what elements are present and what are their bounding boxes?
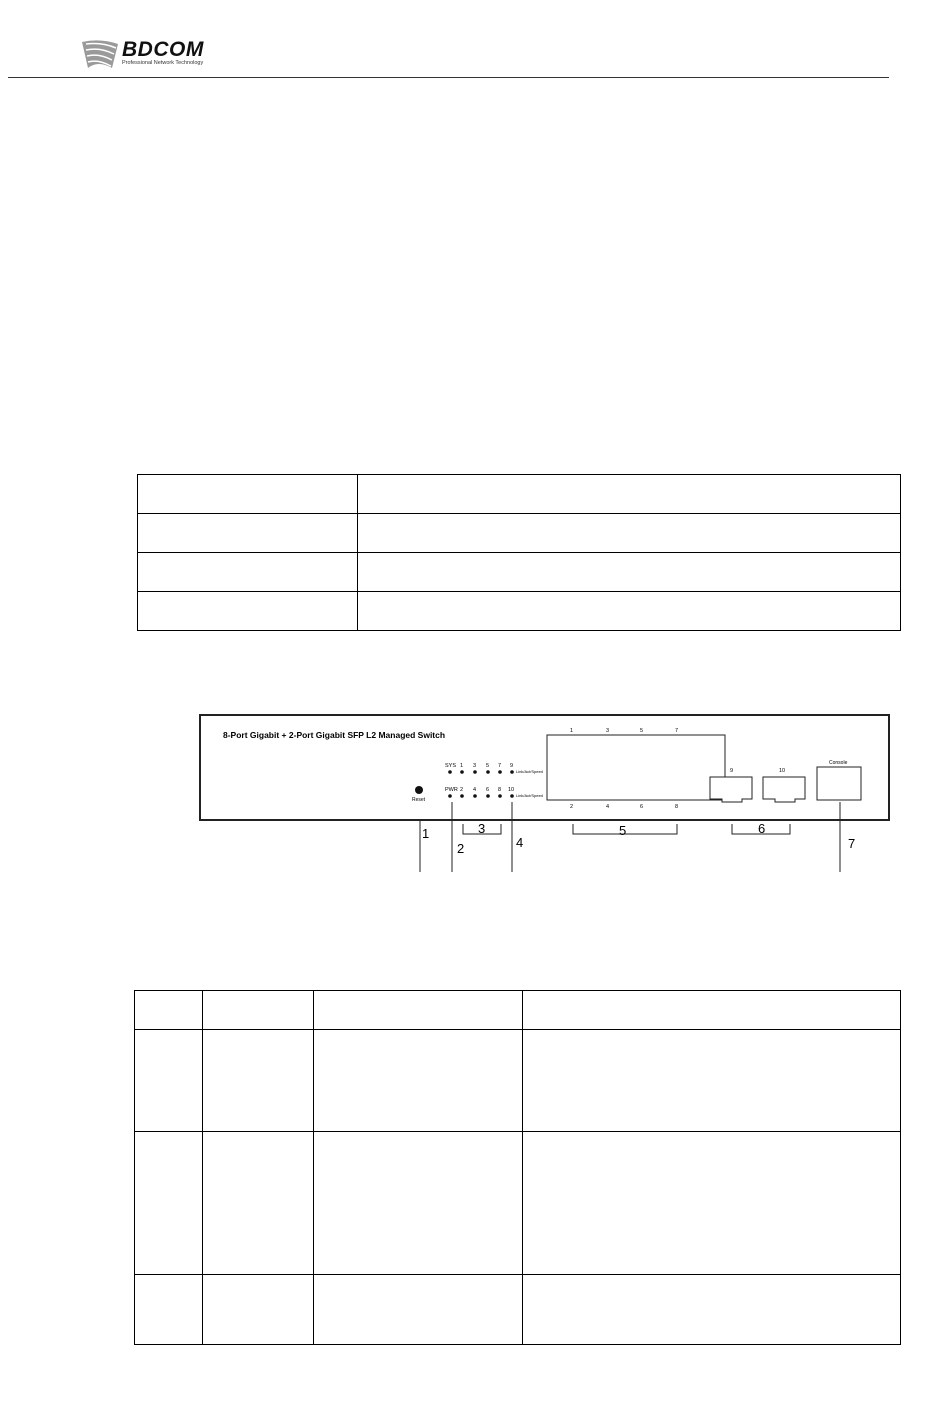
table-cell: [135, 991, 203, 1030]
link-act-speed-label-bottom: Link/Act/Speed: [516, 793, 543, 798]
port-led-icon: [510, 770, 514, 774]
table-cell: [358, 475, 901, 514]
front-panel-diagram: [196, 710, 896, 890]
table-cell: [203, 1132, 314, 1275]
table-cell: [203, 991, 314, 1030]
pwr-label: PWR: [445, 787, 458, 793]
port-led-icon: [460, 794, 464, 798]
table-cell: [138, 592, 358, 631]
table-row: [138, 475, 901, 514]
spec-table: [137, 474, 901, 631]
sfp-port-number: 9: [730, 768, 734, 774]
rj45-port-number: 5: [640, 728, 644, 734]
table-cell: [523, 1275, 901, 1345]
pwr-led-icon: [448, 794, 452, 798]
led-number: 6: [486, 787, 490, 793]
item-table: [134, 990, 901, 1345]
rj45-port-number: 3: [606, 728, 610, 734]
port-led-icon: [473, 794, 477, 798]
callout-number: 2: [457, 841, 465, 856]
table-cell: [314, 991, 523, 1030]
reset-button-icon: [415, 786, 423, 794]
callout-number: 5: [619, 823, 627, 838]
table-cell: [138, 553, 358, 592]
link-act-speed-label-top: Link/Act/Speed: [516, 769, 543, 774]
table-cell: [135, 1030, 203, 1132]
led-number: 7: [498, 763, 502, 769]
port-led-icon: [486, 770, 490, 774]
rj45-port-number: 6: [640, 804, 644, 810]
callout-number: 7: [848, 836, 856, 851]
port-led-icon: [473, 770, 477, 774]
table-cell: [523, 991, 901, 1030]
led-number: 1: [460, 763, 464, 769]
table-cell: [135, 1132, 203, 1275]
callout-number: 3: [478, 821, 486, 836]
table-row: [138, 514, 901, 553]
table-cell: [358, 592, 901, 631]
port-led-icon: [460, 770, 464, 774]
console-port: [817, 767, 861, 800]
table-cell: [358, 553, 901, 592]
sfp-port-number: 10: [779, 768, 786, 774]
rj45-port-number: 1: [570, 728, 574, 734]
sys-led-icon: [448, 770, 452, 774]
header-divider: [8, 77, 889, 78]
rj45-port-block: [547, 735, 725, 800]
port-led-icon: [510, 794, 514, 798]
table-cell: [203, 1275, 314, 1345]
led-number: 3: [473, 763, 477, 769]
sys-label: SYS: [445, 763, 457, 769]
brand-name: BDCOM: [122, 38, 204, 61]
led-number: 10: [508, 787, 515, 793]
rj45-port-number: 8: [675, 804, 679, 810]
table-row: [138, 553, 901, 592]
model-title: 8-Port Gigabit + 2-Port Gigabit SFP L2 Managed Switch: [223, 730, 446, 740]
callout-number: 6: [758, 821, 766, 836]
table-cell: [203, 1030, 314, 1132]
table-cell: [314, 1132, 523, 1275]
port-led-icon: [498, 794, 502, 798]
table-row: [135, 1275, 901, 1345]
table-cell: [135, 1275, 203, 1345]
table-row: [135, 991, 901, 1030]
callout-number: 1: [422, 826, 430, 841]
table-cell: [138, 475, 358, 514]
port-led-icon: [498, 770, 502, 774]
rj45-port-number: 7: [675, 728, 679, 734]
callout-number: 4: [516, 835, 524, 850]
table-row: [135, 1030, 901, 1132]
table-cell: [523, 1132, 901, 1275]
led-number: 5: [486, 763, 490, 769]
rj45-port-number: 2: [570, 804, 574, 810]
table-cell: [314, 1275, 523, 1345]
led-number: 9: [510, 763, 514, 769]
reset-label: Reset: [412, 797, 426, 803]
console-label: Console: [829, 760, 848, 766]
table-row: [135, 1132, 901, 1275]
rj45-port-number: 4: [606, 804, 610, 810]
table-cell: [358, 514, 901, 553]
bdcom-logo: [78, 38, 218, 70]
led-number: 4: [473, 787, 477, 793]
led-number: 8: [498, 787, 502, 793]
bdcom-logo-mark-icon: [78, 38, 122, 70]
led-number: 2: [460, 787, 464, 793]
sfp-port-icon: [710, 777, 752, 802]
table-cell: [138, 514, 358, 553]
sfp-port-icon: [763, 777, 805, 802]
port-led-icon: [486, 794, 490, 798]
table-cell: [523, 1030, 901, 1132]
table-row: [138, 592, 901, 631]
table-cell: [314, 1030, 523, 1132]
brand-tagline: Professional Network Technology: [122, 60, 204, 66]
